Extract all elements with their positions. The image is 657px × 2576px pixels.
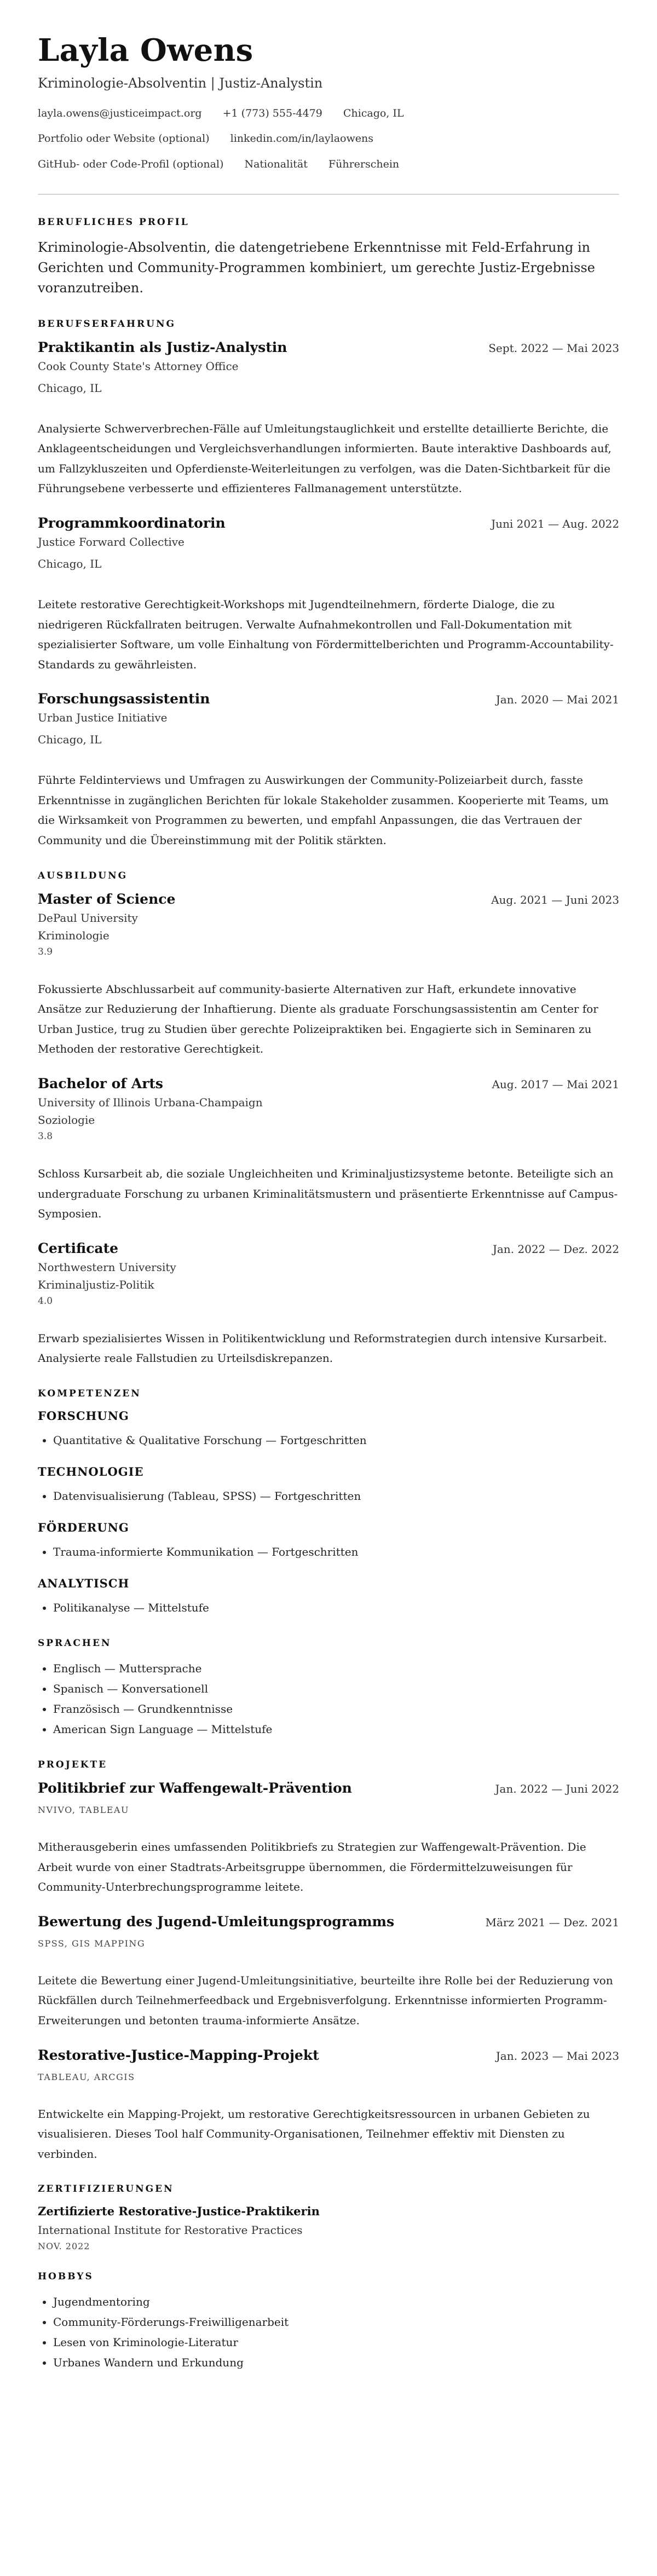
- degree-title: Certificate: [38, 1240, 119, 1256]
- project-tags: SPSS, GIS MAPPING: [38, 1938, 146, 1949]
- section-title: SPRACHEN: [38, 1638, 112, 1649]
- job-location: Chicago, IL: [38, 381, 102, 395]
- education-entry: [38, 891, 619, 1059]
- project-title: Politikbrief zur Waffengewalt-Prävention: [38, 1780, 352, 1797]
- skill-category: FÖRDERUNG: [38, 1521, 129, 1535]
- education-description: Schloss Kursarbeit ab, die soziale Ungleichheiten und Kriminaljustizsysteme betonte. Beteiligte sich an undergraduate Forschung zu urbanen Kriminalitätsmustern und präsentierte Erkenntnisse auf Campus-Symposien.: [38, 1167, 618, 1221]
- skill-list: [38, 1598, 619, 1618]
- hobby-item: • Urbanes Wandern und Erkundung: [53, 2353, 619, 2373]
- project-tags: TABLEAU, ARCGIS: [38, 2071, 135, 2082]
- field-of-study: Kriminologie: [38, 928, 110, 942]
- entry-header: [38, 1914, 619, 1930]
- language-item: • Spanisch — Konversationell: [53, 1679, 619, 1699]
- job-description: Analysierte Schwerverbrechen-Fälle auf Umleitungstauglichkeit und erstellte detaillierte Berichte, die Anklageentscheidungen und Vergleichsverhandlungen informierten. Baute interaktive Dashboards auf, um Fallzykluszeiten und Opferdienste-Weiterleitungen zu verfolgen, was die Daten-Sichtbarkeit für die Führungsebene verbesserte und effizienteres Fallmanagement unterstützte.: [38, 421, 612, 495]
- skill-item: • Trauma-informierte Kommunikation — Fortgeschritten: [53, 1542, 619, 1562]
- entry-header: [38, 339, 619, 355]
- section-title: BERUFSERFAHRUNG: [38, 318, 176, 330]
- skill-item: • Quantitative & Qualitative Forschung — Fortgeschritten: [53, 1430, 619, 1451]
- entry-header: [38, 1240, 619, 1256]
- job-org: Cook County State's Attorney Office: [38, 359, 239, 373]
- project-description: Leitete die Bewertung einer Jugend-Umleitungsinitiative, beurteilte ihre Rolle bei der Reduzierung von Rückfällen durch Teilnehmerfeedback und Ergebnisverfolgung. Erkenntnisse informierten Programm-Erweiterungen und betonten trauma-informierte Ansätze.: [38, 1973, 613, 2027]
- entry-header: [38, 515, 619, 531]
- profile-text: Kriminologie-Absolventin, die datengetriebene Erkenntnisse mit Feld-Erfahrung in Gerichten und Community-Programmen kombiniert, um gerechte Justiz-Ergebnisse voranzutreiben.: [38, 239, 595, 296]
- section-title: BERUFLICHES PROFIL: [38, 216, 189, 228]
- job-dates: Juni 2021 — Aug. 2022: [491, 517, 619, 530]
- project-title: Restorative-Justice-Mapping-Projekt: [38, 2047, 319, 2063]
- field-of-study: Kriminaljustiz-Politik: [38, 1278, 154, 1291]
- skill-category: TECHNOLOGIE: [38, 1465, 144, 1479]
- project-entry: [38, 1780, 619, 1897]
- job-description: Führte Feldinterviews und Umfragen zu Auswirkungen der Community-Polizeiarbeit durch, fasste Erkenntnisse in zugänglichen Berichten für lokale Stakeholder zusammen. Kooperierte mit Teams, um die Wirksamkeit von Programmen zu bewerten, und empfahl Anpassungen, die das Vertrauen der Community und die Übereinstimmung mit der Politik stärkten.: [38, 773, 609, 847]
- job-dates: Jan. 2020 — Mai 2021: [495, 693, 619, 707]
- education-entry: [38, 1240, 619, 1368]
- hobby-item: • Community-Förderungs-Freiwilligenarbeit: [53, 2312, 619, 2332]
- experience-entry: [38, 339, 619, 499]
- degree-title: Master of Science: [38, 891, 176, 907]
- section-title: HOBBYS: [38, 2271, 94, 2283]
- projects-section: [38, 1759, 619, 2164]
- section-title: KOMPETENZEN: [38, 1388, 141, 1400]
- email-link[interactable]: layla.owens@justiceimpact.org: [38, 107, 202, 119]
- section-title: ZERTIFIZIERUNGEN: [38, 2184, 174, 2195]
- hobby-item: • Lesen von Kriminologie-Literatur: [53, 2332, 619, 2353]
- entry-header: [38, 1076, 619, 1091]
- hobbies-section: [38, 2271, 619, 2373]
- school-name: Northwestern University: [38, 1260, 176, 1274]
- project-tags: NVIVO, TABLEAU: [38, 1805, 129, 1816]
- skill-list: [38, 1486, 619, 1506]
- project-entry: [38, 2047, 619, 2164]
- project-description: Mitherausgeberin eines umfassenden Politikbriefs zu Strategien zur Waffengewalt-Prävention. Die Arbeit wurde von einer Stadtrats-Arbeitsgruppe übernommen, die Fördermittelzuweisungen für Community-Unterbrechungsprogramme leitete.: [38, 1840, 586, 1894]
- language-item: • American Sign Language — Mittelstufe: [53, 1719, 619, 1740]
- header-divider: [38, 194, 619, 195]
- education-dates: Aug. 2017 — Mai 2021: [492, 1078, 619, 1091]
- entry-header: [38, 2047, 619, 2063]
- education-dates: Jan. 2022 — Dez. 2022: [492, 1242, 619, 1256]
- job-location: Chicago, IL: [38, 557, 102, 570]
- hobby-list: [38, 2292, 619, 2373]
- gpa-value: 3.9: [38, 946, 53, 957]
- certifications-section: [38, 2184, 619, 2251]
- skill-list: [38, 1542, 619, 1562]
- contact-row-extra: [38, 158, 619, 171]
- entry-header: [38, 691, 619, 707]
- job-title: Forschungsassistentin: [38, 691, 210, 707]
- language-list: [38, 1659, 619, 1740]
- job-title: Praktikantin als Justiz-Analystin: [38, 339, 287, 355]
- experience-entry: [38, 515, 619, 674]
- portfolio-link[interactable]: Portfolio oder Website (optional): [38, 132, 210, 145]
- entry-header: [38, 891, 619, 907]
- candidate-name: Layla Owens: [38, 32, 253, 68]
- github-link[interactable]: GitHub- oder Code-Profil (optional): [38, 158, 224, 171]
- resume-header: [38, 34, 619, 171]
- gpa-value: 4.0: [38, 1295, 53, 1307]
- certification-org: International Institute for Restorative Practices: [38, 2223, 303, 2237]
- experience-section: [38, 319, 619, 851]
- field-of-study: Soziologie: [38, 1113, 95, 1127]
- project-description: Entwickelte ein Mapping-Projekt, um restorative Gerechtigkeitsressourcen in urbanen Gebieten zu visualisieren. Dieses Tool half Community-Organisationen, Teilnehmer effektiv mit Diensten zu verbinden.: [38, 2107, 590, 2161]
- language-item: • Englisch — Muttersprache: [53, 1659, 619, 1679]
- education-description: Fokussierte Abschlussarbeit auf community-basierte Alternativen zur Haft, erkundete innovative Ansätze zur Reduzierung der Inhaftierung. Diente als graduate Forschungsassistentin am Center for Urban Justice, trug zu Studien über gerechte Polizeipraktiken bei. Engagierte sich in Seminaren zu Methoden der restorative Gerechtigkeit.: [38, 982, 598, 1056]
- experience-entry: [38, 691, 619, 850]
- education-section: [38, 870, 619, 1368]
- project-title: Bewertung des Jugend-Umleitungsprogramms: [38, 1913, 395, 1930]
- phone-number: +1 (773) 555-4479: [222, 107, 322, 119]
- resume-page: [38, 0, 619, 2373]
- language-item: • Französisch — Grundkenntnisse: [53, 1699, 619, 1719]
- contact-row-links: [38, 132, 619, 145]
- job-dates: Sept. 2022 — Mai 2023: [488, 341, 619, 355]
- project-dates: Jan. 2022 — Juni 2022: [495, 1782, 619, 1796]
- skill-list: [38, 1430, 619, 1451]
- location-text: Chicago, IL: [343, 107, 404, 119]
- job-description: Leitete restorative Gerechtigkeit-Workshops mit Jugendteilnehmern, förderte Dialoge, die zu niedrigeren Rückfallraten beitrugen. Verwalte Aufnahmekontrollen und Fall-Dokumentation mit spezialisierter Software, um volle Einhaltung von Fördermittelberichten und Programm-Accountability-Standards zu gewährleisten.: [38, 597, 614, 671]
- skill-category: ANALYTISCH: [38, 1576, 130, 1591]
- section-title: PROJEKTE: [38, 1759, 108, 1771]
- gpa-value: 3.8: [38, 1131, 53, 1142]
- school-name: University of Illinois Urbana-Champaign: [38, 1096, 263, 1110]
- skills-section: [38, 1388, 619, 1618]
- education-description: Erwarb spezialisiertes Wissen in Politikentwicklung und Reformstrategien durch intensive Kursarbeit. Analysierte reale Fallstudien zu Urteilsdiskrepanzen.: [38, 1331, 607, 1365]
- profile-section: [38, 217, 619, 299]
- skill-category: FORSCHUNG: [38, 1409, 129, 1423]
- job-org: Urban Justice Initiative: [38, 711, 168, 725]
- job-location: Chicago, IL: [38, 733, 102, 747]
- school-name: DePaul University: [38, 911, 138, 925]
- skill-item: • Datenvisualisierung (Tableau, SPSS) — Fortgeschritten: [53, 1486, 619, 1506]
- languages-section: [38, 1638, 619, 1740]
- license-text: Führerschein: [328, 158, 400, 171]
- certification-title: Zertifizierte Restorative-Justice-Praktikerin: [38, 2204, 320, 2219]
- job-org: Justice Forward Collective: [38, 535, 185, 548]
- certification-date: NOV. 2022: [38, 2241, 90, 2252]
- linkedin-link[interactable]: linkedin.com/in/laylaowens: [230, 132, 373, 145]
- degree-title: Bachelor of Arts: [38, 1076, 164, 1092]
- project-entry: [38, 1914, 619, 2031]
- education-dates: Aug. 2021 — Juni 2023: [491, 893, 619, 906]
- education-entry: [38, 1076, 619, 1224]
- hobby-item: • Jugendmentoring: [53, 2292, 619, 2312]
- project-dates: Jan. 2023 — Mai 2023: [495, 2049, 619, 2063]
- project-dates: März 2021 — Dez. 2021: [485, 1915, 619, 1929]
- skill-item: • Politikanalyse — Mittelstufe: [53, 1598, 619, 1618]
- section-title: AUSBILDUNG: [38, 870, 128, 881]
- job-title: Programmkoordinatorin: [38, 515, 226, 531]
- contact-row-primary: [38, 107, 619, 120]
- entry-header: [38, 1780, 619, 1796]
- candidate-role: Kriminologie-Absolventin | Justiz-Analystin: [38, 75, 323, 91]
- nationality-text: Nationalität: [244, 158, 308, 171]
